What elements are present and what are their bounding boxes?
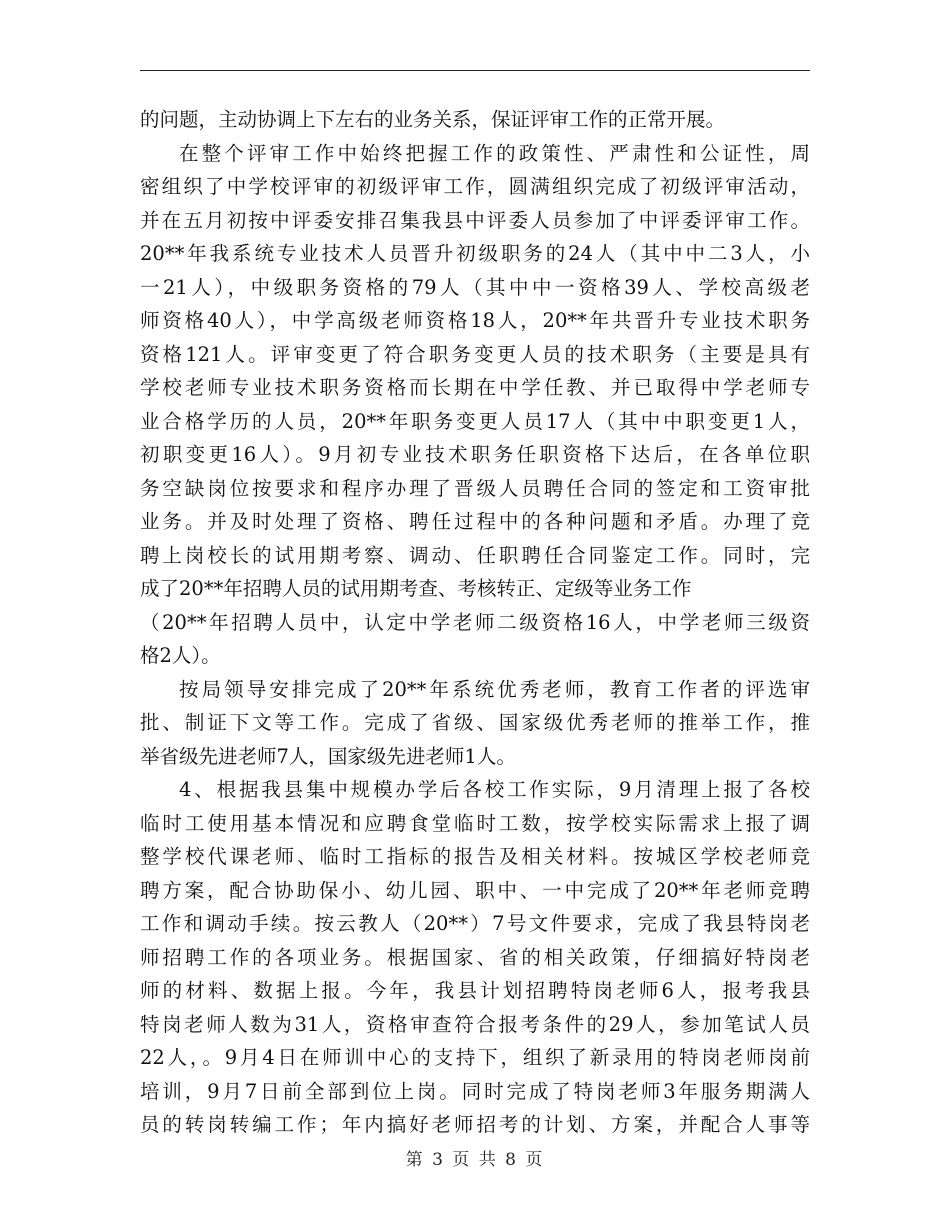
header-rule [140, 70, 810, 71]
document-body [140, 103, 810, 1142]
text-line: 一21人），中级职务资格的79人（其中中一资格39人、学校高级老 [140, 275, 810, 299]
text-line: （20**年招聘人员中，认定中学老师二级资格16人，中学老师三级资 [140, 610, 810, 634]
text-line: 师资格40人），中学高级老师资格18人，20**年共晋升专业技术职务 [140, 309, 810, 332]
text-line: 的问题，主动协调上下左右的业务关系，保证评审工作的正常开展。 [140, 108, 726, 131]
text-line: 特岗老师人数为31人，资格审查符合报考条件的29人，参加笔试人员 [140, 1012, 810, 1036]
text-line: 批、制证下文等工作。完成了省级、国家级优秀老师的推举工作，推 [140, 711, 810, 734]
text-line: 业务。并及时处理了资格、聘任过程中的各种问题和矛盾。办理了竞 [140, 510, 810, 533]
text-line: 培训，9月7日前全部到位上岗。同时完成了特岗老师3年服务期满人 [140, 1079, 810, 1103]
text-line: 临时工使用基本情况和应聘食堂临时工数，按学校实际需求上报了调 [140, 811, 810, 835]
text-line: 学校老师专业技术职务资格而长期在中学任教、并已取得中学老师专 [140, 376, 810, 399]
text-line: 工作和调动手续。按云教人（20**）7号文件要求，完成了我县特岗老 [140, 912, 810, 935]
text-line: 整学校代课老师、临时工指标的报告及相关材料。按城区学校老师竞 [140, 845, 810, 868]
text-line: 并在五月初按中评委安排召集我县中评委人员参加了中评委评审工作。 [140, 208, 810, 232]
text-line: 密组织了中学校评审的初级评审工作，圆满组织完成了初级评审活动， [140, 175, 810, 198]
text-line: 22人，。9月4日在师训中心的支持下，组织了新录用的特岗老师岗前 [140, 1046, 810, 1069]
text-line: 聘上岗校长的试用期考察、调动、任职聘任合同鉴定工作。同时，完 [140, 543, 810, 567]
text-line: 务空缺岗位按要求和程序办理了晋级人员聘任合同的签定和工资审批 [140, 476, 810, 500]
text-line: 20**年我系统专业技术人员晋升初级职务的24人（其中中二3人，小 [140, 242, 810, 265]
page-number: 第 3 页 共 8 页 [405, 1150, 545, 1170]
text-line: 初职变更16人）。9月初专业技术职务任职资格下达后，在各单位职 [140, 443, 810, 466]
text-line: 资格121人。评审变更了符合职务变更人员的技术职务（主要是具有 [140, 342, 810, 366]
text-line: 举省级先进老师7人，国家级先进老师1人。 [140, 744, 516, 768]
text-line: 成了20**年招聘人员的试用期考查、考核转正、定级等业务工作 [140, 577, 692, 600]
text-line: 业合格学历的人员，20**年职务变更人员17人（其中中职变更1人， [140, 409, 810, 433]
text-line: 在整个评审工作中始终把握工作的政策性、严肃性和公证性，周 [179, 141, 810, 165]
text-line: 格2人）。 [140, 644, 221, 667]
text-line: 师的材料、数据上报。今年，我县计划招聘特岗老师6人，报考我县 [140, 979, 810, 1002]
text-line: 聘方案，配合协助保小、幼儿园、职中、一中完成了20**年老师竞聘 [140, 878, 810, 902]
text-line: 员的转岗转编工作；年内搞好老师招考的计划、方案，并配合人事等 [140, 1113, 810, 1136]
text-line: 4、根据我县集中规模办学后各校工作实际，9月清理上报了各校 [179, 778, 810, 801]
text-line: 按局领导安排完成了20**年系统优秀老师，教育工作者的评选审 [179, 677, 810, 701]
text-line: 师招聘工作的各项业务。根据国家、省的相关政策，仔细搞好特岗老 [140, 945, 810, 969]
